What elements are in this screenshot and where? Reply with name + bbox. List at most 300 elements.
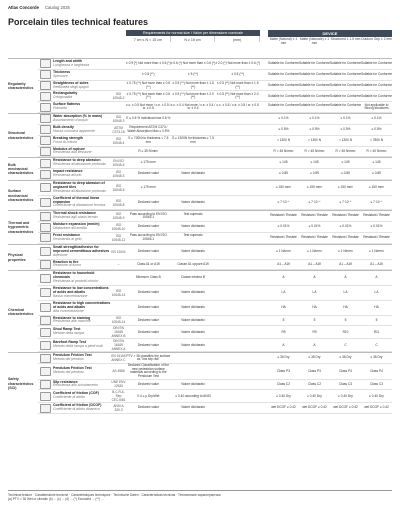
norm-reference: ANSI A 326.3	[113, 404, 124, 413]
section-label: Chemical characteristics	[8, 307, 34, 316]
feature-title: Coefficient of friction (COF)	[53, 391, 99, 396]
feature-name	[53, 380, 111, 390]
feature-name	[53, 158, 111, 168]
device-value-cell: 5	[282, 317, 285, 322]
feature-icon	[38, 354, 53, 363]
feature-title: Bulk density	[53, 124, 74, 129]
feature-subtitle: Resistenza allo scivolamento	[53, 383, 99, 388]
device-value-cell: R > 40 N/mm²	[366, 148, 387, 153]
device-values	[268, 150, 392, 154]
requirements-cells	[126, 150, 260, 154]
req-col-1: 7 cm ≤ N < 15 cm	[126, 36, 171, 42]
requirement-cell	[215, 263, 260, 267]
requirement-cell: Valore dichiarato	[181, 304, 205, 309]
device-value-cell: A1 – A1fl	[277, 261, 290, 266]
feature-title: Moisture expansion (mm/m)	[53, 222, 100, 227]
device-value-cell: Resistant / Resiste	[301, 235, 328, 240]
feature-name	[53, 81, 111, 91]
table-row	[38, 301, 392, 316]
device-value-cell: ≤ 0.1%	[278, 116, 289, 121]
device-value-cell: ≥ 1 N/mm²	[307, 248, 322, 253]
device-values	[268, 331, 392, 335]
feature-title: Resistance to household chemicals	[53, 271, 95, 280]
device-value-cell: A1 – A1fl	[370, 261, 383, 266]
feature-name	[53, 286, 111, 300]
feature-name	[53, 271, 111, 285]
requirement-cell: ± 0.6 (*) Not more than ± 0.6 (*)	[170, 61, 216, 66]
device-value-cell: ≤ 0.5%	[278, 126, 289, 131]
device-value-cell: A	[282, 342, 285, 347]
requirement-cell: Declared value	[137, 405, 159, 410]
table-row	[38, 339, 392, 352]
table-row	[38, 91, 392, 102]
device-values	[268, 225, 392, 229]
norm-reference: ISO 10545-8	[112, 198, 125, 207]
feature-subtitle: Spessore	[53, 73, 68, 78]
device-value-cell: wet DCOF ≥ 0.42	[302, 405, 327, 410]
req-col-3: (mm)	[215, 36, 260, 42]
norm-reference: EN 16165 ANNEX C	[111, 354, 126, 363]
brand-name: Atlas Concorde	[8, 5, 39, 10]
device-value-cell: Suitable for Conforme	[268, 82, 300, 87]
device-value-cell: ≤ 0.5%	[340, 126, 351, 131]
feature-icon	[38, 316, 53, 325]
feature-name	[53, 169, 111, 179]
device-value-cell: Not applicable to Strong structures	[364, 102, 389, 111]
feature-title: Modulus of rupture	[53, 146, 85, 151]
norm-reference: ISO 10545-6	[112, 183, 125, 192]
device-value-cell: R9	[312, 329, 317, 334]
device-value-cell: ≤ 0.5%	[371, 126, 382, 131]
requirement-cell: c.c. ± 0.4 Not more / c.e. ± 0.4 / w. ± 0.4	[170, 102, 216, 111]
device-values	[268, 139, 392, 143]
device-value-cell: wet DCOF ≥ 0.42	[333, 405, 358, 410]
requirement-cell: ≤ 175 mm³	[140, 185, 156, 189]
feature-icon	[38, 103, 53, 112]
table-row	[38, 114, 392, 125]
device-value-cell: Suitable for Conforme	[361, 82, 393, 87]
device-values	[268, 395, 392, 399]
feature-title: Resistance to deep abrasion	[53, 158, 101, 163]
feature-title: Breaking strength	[53, 135, 83, 140]
device-value-cell: ≥ 36 Dry	[370, 355, 383, 360]
device-values	[268, 201, 392, 205]
requirement-cell: S ≥ 700N for thickness < 7.5 mm	[128, 136, 169, 144]
device-value-cell: ≤ 145	[341, 160, 350, 165]
norm-reference: B.C.R.A. Rep CEC.6/81	[111, 390, 126, 403]
device-value-cell: A	[313, 342, 316, 347]
feature-icon	[38, 114, 53, 123]
requirements-cells	[126, 291, 260, 295]
norm-reference: ISO 10545-5	[112, 170, 125, 179]
feature-icon	[38, 367, 53, 376]
device-values	[268, 172, 392, 176]
requirement-cell	[171, 355, 216, 362]
requirements-cells	[126, 93, 260, 100]
feature-title: Slip resistance	[53, 379, 78, 384]
device-value-cell: ≥ 36 Dry	[339, 355, 352, 360]
device-value-cell: LA	[312, 290, 317, 295]
norm-reference: EN 12004	[111, 249, 126, 254]
device-value-cell: HA	[343, 304, 348, 309]
requirement-cell	[215, 364, 260, 378]
requirement-cell	[215, 137, 260, 144]
requirement-cell: ± 0.5 (**)	[231, 71, 244, 76]
device-values	[268, 406, 392, 410]
feature-subtitle: Coefficiente di dilatazione termica	[53, 203, 106, 208]
device-value-cell: LA	[374, 290, 379, 295]
device-values	[268, 186, 392, 190]
device-value-cell: Suitable for Conforme	[268, 102, 300, 107]
device-value-cell: Suitable for Conforme	[299, 61, 331, 66]
requirement-cell	[215, 276, 260, 280]
table-row	[38, 260, 392, 271]
feature-subtitle: Resistenza all'abrasione profonda	[53, 188, 106, 193]
device-value-cell: ≤ 150 mm³	[368, 185, 385, 189]
table-row	[38, 81, 392, 92]
norm-reference: ISO 10545-13	[111, 288, 126, 297]
feature-title: Rectangularity	[53, 91, 78, 96]
table-row	[38, 136, 392, 147]
device-value-cell: R10	[342, 329, 349, 334]
device-value-cell: Resistant / Resiste	[270, 213, 297, 218]
requirement-cell: ≥ 0.40 according to ANSI	[175, 393, 211, 398]
norm-reference: ASTM C373-18	[112, 125, 125, 134]
device-value-cell: ≥ 0.40 Dry	[307, 393, 322, 398]
device-value-cell: ≤ 150 mm³	[306, 185, 323, 189]
feature-subtitle: Metodo della rampa a piedi nudi	[53, 344, 103, 349]
device-value-cell: ≤ 145	[279, 160, 288, 165]
feature-title: Barefoot Ramp Test	[53, 340, 86, 345]
device-value-cell: Class P4	[370, 368, 383, 373]
requirements-cells	[126, 82, 260, 89]
feature-title: Impact resistance	[53, 169, 83, 174]
feature-icon	[38, 212, 53, 221]
feature-icon	[38, 81, 53, 90]
table-row	[38, 245, 392, 260]
device-values	[268, 62, 392, 66]
feature-subtitle: Coefficiente di attrito dinamico	[53, 407, 100, 412]
device-value-cell: ≥ 36 Dry	[308, 355, 321, 360]
feature-name	[53, 301, 111, 315]
requirement-cell: c.c. ± 0.5 / c.e. ± 0.5 / w. ± 0.5	[216, 102, 259, 107]
device-value-cell: ≤ 145	[310, 160, 319, 165]
feature-icon	[38, 392, 53, 401]
feature-title: Frost resistance	[53, 233, 81, 237]
feature-subtitle: Forza di rottura	[53, 139, 77, 144]
device-value-cell: ≤ 7·10⁻⁶	[308, 199, 321, 204]
device-values	[268, 214, 392, 218]
requirement-cell	[215, 225, 260, 229]
feature-icon	[38, 341, 53, 350]
requirements-cells	[126, 172, 260, 176]
feature-title: Coefficient of thermal linear expansion	[53, 195, 100, 204]
feature-icon	[38, 233, 53, 242]
device-value-cell: ≥ 0.85	[372, 171, 381, 176]
device-value-cell: Class P4	[339, 368, 352, 373]
table-section	[8, 180, 392, 210]
requirement-cell	[215, 172, 260, 176]
feature-icon	[38, 328, 53, 337]
feature-subtitle: Metodo del pendolo	[53, 370, 84, 375]
norm-reference: ISO 10545-9	[112, 212, 125, 221]
device-col-3: Structured ± 1.5 mm	[330, 37, 361, 41]
requirement-cell	[215, 319, 260, 323]
device-value-cell: Class P3	[308, 368, 321, 373]
feature-subtitle: Resistenza alle macchie	[53, 319, 91, 324]
feature-icon	[38, 70, 53, 79]
feature-icon	[38, 170, 53, 179]
requirements-cells	[126, 213, 260, 220]
requirement-cell: ± 0.75 (**) Not more than ± 0.6 (**)	[126, 91, 171, 100]
requirement-cell	[215, 161, 260, 165]
requirement-cell: Declared value	[137, 342, 159, 347]
requirement-cell: Valore dichiarato	[181, 342, 205, 347]
requirement-cell: ± 5 (**)	[188, 71, 198, 76]
requirements-cells	[126, 344, 260, 348]
requirement-cell	[215, 344, 260, 348]
requirement-cell: E ≤ 0.5 % Individual max 0.6 %	[126, 116, 171, 121]
table-row	[38, 59, 392, 70]
feature-icon	[38, 274, 53, 283]
device-value-cell: > 7800 N	[369, 137, 384, 142]
device-value-cell: ≤ 7·10⁻⁶	[370, 199, 383, 204]
device-values	[268, 84, 392, 88]
device-value-cell: Class P3	[277, 368, 290, 373]
norm-reference: AS 4586	[112, 369, 125, 374]
requirement-cell: ± 0.5 (**) Not more than ± 2.0 (**)	[172, 91, 214, 100]
requirements-cells	[126, 395, 260, 399]
feature-subtitle: Bassa concentrazione	[53, 293, 88, 298]
requirement-cell: Minimum Class B	[135, 275, 161, 280]
table-row	[38, 326, 392, 339]
device-value-cell: R > 45 N/mm²	[335, 148, 356, 153]
table-row	[38, 390, 392, 403]
device-value-cell: ≤ 0.01%	[277, 224, 290, 229]
device-value-cell: Suitable for Conforme	[268, 61, 300, 66]
feature-title: Water absorption (% in mass)	[53, 114, 103, 119]
requirement-cell	[171, 126, 216, 133]
requirement-cell: ± 0.5 (**)	[142, 71, 155, 76]
feature-title: Resistance to high concentrations of acids and alkalis	[53, 300, 111, 309]
requirements-cells	[126, 161, 260, 165]
requirement-cell	[215, 250, 260, 254]
feature-subtitle: Resistenza alla flessione	[53, 150, 92, 155]
device-value-cell: ≤ 0.01%	[370, 224, 383, 229]
requirement-cell: Pass according to EN ISO 10545-1	[129, 211, 167, 220]
device-value-cell: ≤ 0.1%	[309, 116, 320, 121]
feature-name	[53, 353, 111, 363]
table-header	[8, 30, 392, 58]
section-label: Bulk mechanical characteristics	[8, 162, 34, 176]
device-value-cell: Resistant / Resiste	[332, 235, 359, 240]
feature-subtitle: Resistenza agli sbalzi termici	[53, 215, 98, 220]
requirement-cell: S ≥ 1300N for thickness ≥ 7.5 mm	[172, 136, 214, 144]
device-value-cell: ≤ 0.1%	[340, 116, 351, 121]
device-value-cell: Resistant / Resiste	[270, 235, 297, 240]
requirement-cell: Valore dichiarato	[181, 199, 205, 204]
device-value-cell: Suitable for Conforme	[361, 61, 393, 66]
requirement-cell: Valore dichiarato	[181, 381, 205, 386]
device-value-cell: Suitable for Conforme	[330, 93, 362, 98]
device-value-cell: A	[375, 275, 378, 280]
feature-name	[53, 70, 111, 80]
requirements-cells	[126, 250, 260, 254]
norm-reference: –	[117, 262, 120, 267]
section-label: Thermal and hygrometric characteristics	[8, 221, 34, 234]
device-value-cell: ≤ 150 mm³	[275, 185, 292, 189]
requirement-cell	[171, 117, 216, 121]
requirements-cells	[126, 331, 260, 335]
section-label: Surface mechanical characteristics	[8, 189, 34, 202]
norm-reference: ISO 10545-10	[111, 223, 126, 232]
device-value-cell: R > 45 N/mm²	[273, 148, 294, 153]
requirement-cell	[215, 406, 260, 410]
feature-subtitle: Metodo del pendolo	[53, 357, 84, 362]
requirement-cell: Declared value	[137, 248, 159, 253]
requirement-cell: Classe A1 oppure A1fl	[177, 261, 209, 266]
requirement-cell: Declared value	[137, 290, 159, 295]
feature-title: Coefficient of friction (DCOF)	[53, 403, 102, 408]
requirements-cells	[126, 383, 260, 387]
device-col-4: Outdoor Grip ± 2 mm	[361, 37, 392, 41]
table-row	[38, 233, 392, 244]
feature-name	[53, 196, 111, 210]
requirement-cell: Declared value	[137, 329, 159, 334]
requirement-cell: Declared value	[137, 381, 159, 386]
feature-title: Resistance to staining	[53, 315, 91, 320]
device-value-cell: ≤ 0.5%	[309, 126, 320, 131]
device-value-cell: ≤ 0.01%	[308, 224, 321, 229]
requirement-cell	[215, 234, 260, 241]
device-value-cell: HA	[374, 304, 379, 309]
device-value-cell: ≤ 145	[372, 160, 381, 165]
device-col-2: Matte (Naturale) ± 1 mm	[299, 37, 330, 45]
feature-subtitle: Assorbimento d'acqua	[53, 117, 88, 122]
feature-icon	[38, 380, 53, 389]
device-value-cell: Suitable for Conforme	[330, 82, 362, 87]
requirements-cells	[126, 117, 260, 121]
feature-icon	[38, 59, 53, 68]
feature-subtitle: Alta concentrazione	[53, 308, 84, 313]
device-values	[268, 117, 392, 121]
table-row	[38, 316, 392, 327]
requirements-cells	[126, 62, 260, 66]
norm-reference: EN ISO 10545-6	[112, 159, 125, 168]
feature-subtitle: Resistenza ai prodotti chimici	[53, 279, 99, 284]
device-value-cell: Resistant / Resiste	[363, 235, 390, 240]
device-value-cell: A1 – A1fl	[339, 261, 352, 266]
requirement-cell	[215, 331, 260, 335]
device-value-cell: A	[344, 275, 347, 280]
table-section	[8, 157, 392, 180]
table-row	[38, 353, 392, 364]
requirements-cells	[126, 225, 260, 229]
device-value-cell: ≥ 0.40 Dry	[369, 393, 384, 398]
requirement-cell: PTV > 36 classifies the surface as "low slip risk"	[126, 353, 171, 362]
requirement-cell	[171, 161, 216, 165]
device-value-cell: Suitable for Conforme	[330, 102, 362, 107]
feature-icon	[38, 303, 53, 312]
device-value-cell: 5	[313, 317, 316, 322]
feature-name	[53, 340, 111, 350]
requirement-cell: Pass according to EN ISO 10545-1	[129, 233, 167, 241]
footer	[8, 490, 392, 501]
footer-line-1: Technical feature · Caratteristiche tecniche · Caractéristiques techniques · Technische Daten · Características técnicas · Технические характеристики	[8, 493, 221, 497]
requirements-cells	[126, 137, 260, 144]
device-values	[268, 161, 392, 165]
feature-icon	[38, 183, 53, 192]
requirement-cell: ≤ 175 mm³	[140, 160, 156, 165]
feature-name	[53, 403, 111, 413]
requirement-cell	[215, 126, 260, 133]
requirement-cell	[215, 186, 260, 190]
section-label: Structural characteristics	[8, 131, 34, 140]
requirements-cells	[126, 234, 260, 241]
table-row	[38, 222, 392, 233]
device-value-cell: > 1300 N	[307, 137, 322, 142]
requirement-cell: Test superato	[183, 233, 203, 238]
device-value-cell: R11	[373, 329, 380, 334]
feature-name	[53, 211, 111, 221]
requirement-cell	[215, 117, 260, 121]
requirement-cell: Classe minima B	[181, 275, 205, 280]
device-value-cell: ≥ 0.85	[341, 171, 350, 176]
requirement-cell	[215, 395, 260, 399]
device-values	[268, 319, 392, 323]
requirement-cell: R ≥ 35 N/mm²	[138, 148, 159, 153]
requirement-cell: 0.4 ≤ μ Dry/Wet	[137, 393, 160, 398]
device-value-cell: HA	[281, 304, 286, 309]
feature-subtitle: Resistenza all'urto	[53, 173, 82, 178]
device-value-cell: ≤ 7·10⁻⁶	[277, 199, 290, 204]
feature-icon	[38, 223, 53, 232]
device-value-cell: 5	[375, 317, 378, 322]
requirement-cell: ± 0.9 (*) Not more than ± 0.6 (*)	[126, 61, 171, 66]
device-value-cell: ≥ 1 N/mm²	[369, 248, 384, 253]
catalog-label: Catalog 2025	[44, 5, 70, 10]
feature-subtitle: Rettilineità degli spigoli	[53, 84, 89, 89]
requirement-cell	[171, 364, 216, 378]
requirement-cell: ± 0.75 (**) Not more than ± 0.6 (**)	[126, 80, 171, 89]
table-row	[38, 196, 392, 211]
device-values	[268, 291, 392, 295]
feature-name	[53, 327, 111, 337]
footer-line-2: (a) PTV > 36 Wet or climatic (b) ... (c) ... (d) ... (*) Excluded ... (**) ...	[8, 497, 104, 501]
feature-title: Straightness of sides	[53, 80, 89, 85]
feature-title: Thermal shock resistance	[53, 211, 96, 216]
requirements-cells	[126, 364, 260, 378]
feature-icon	[38, 92, 53, 101]
requirement-cell: Class A1 or A1fl	[137, 261, 160, 266]
norm-reference: ISO 10545-3	[112, 114, 125, 123]
feature-title: Surface flatness	[53, 102, 81, 107]
table-row	[38, 125, 392, 136]
device-value-cell: Suitable for Conforme	[330, 71, 362, 76]
requirements-cells	[126, 104, 260, 111]
table-row	[38, 211, 392, 222]
requirement-cell: ± 2.0 (*) Not more than ± 0.6 (*)	[215, 61, 260, 66]
feature-title: Pendulum Friction Test	[53, 366, 92, 371]
norm-reference: ISO 10545-12	[111, 233, 126, 242]
req-col-2: N ≥ 15 cm	[171, 36, 216, 42]
requirement-cell	[215, 201, 260, 205]
requirement-cell: c.c. ± 0.5 Not more / c.e. ± 0.5 / w. ± 0.5	[126, 102, 171, 111]
feature-title: Pendulum Friction Test	[53, 353, 92, 358]
feature-icon	[38, 136, 53, 145]
requirement-cell	[215, 213, 260, 220]
device-values	[268, 276, 392, 280]
